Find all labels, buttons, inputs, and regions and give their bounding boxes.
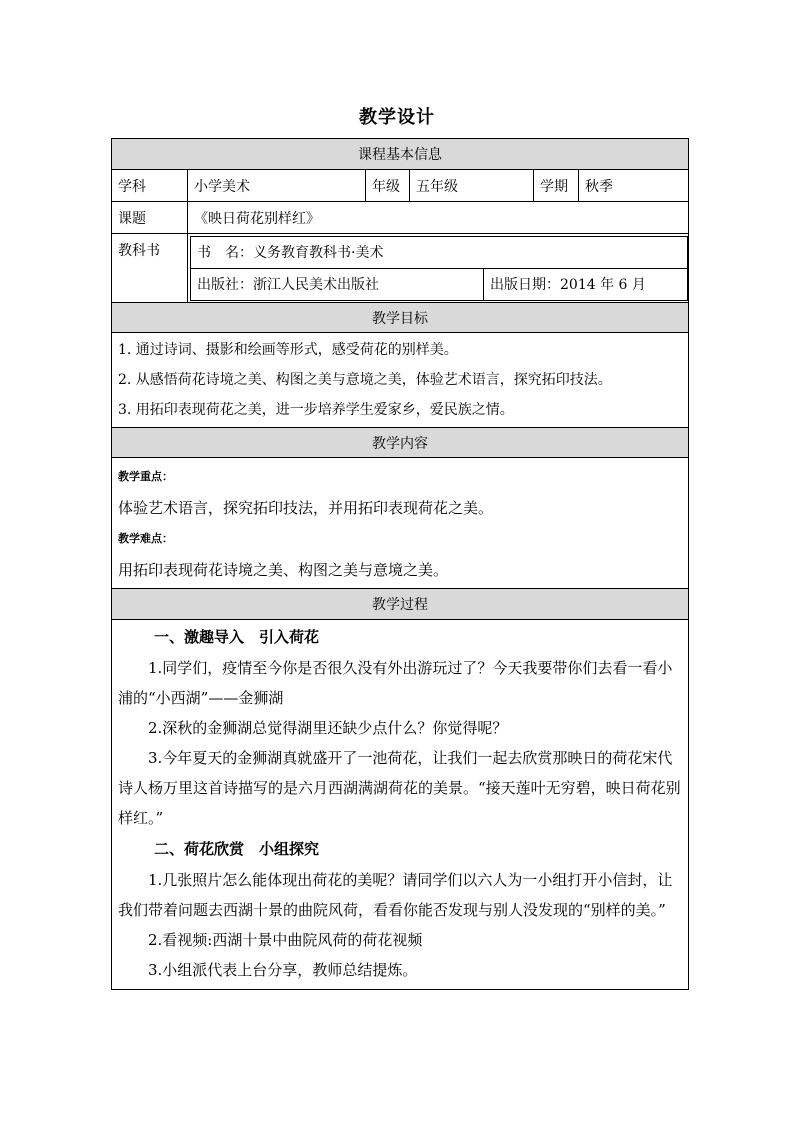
objective-item: 1. 通过诗词、摄影和绘画等形式，感受荷花的别样美。 <box>118 342 458 358</box>
process-paragraph: 1.同学们，疫情至今你是否很久没有外出游玩过了？今天我要带你们去看一看小浦的“小西湖”——金狮湖 <box>118 659 673 707</box>
term-label: 学期 <box>534 170 579 202</box>
process-paragraph: 3.今年夏天的金狮湖真就盛开了一池荷花，让我们一起去欣赏那映日的荷花宋代诗人杨万里这首诗描写的是六月西湖满湖荷花的美景。“接天莲叶无穷碧，映日荷花别样红。” <box>118 749 681 827</box>
lesson-plan-table <box>111 138 689 990</box>
process-header: 教学过程 <box>112 589 689 620</box>
objective-item: 2. 从感悟荷花诗境之美、构图之美与意境之美，体验艺术语言，探究拓印技法。 <box>118 372 612 388</box>
basic-info-header: 课程基本信息 <box>112 139 689 170</box>
page-title: 教学设计 <box>359 107 435 128</box>
difficult-point-text: 用拓印表现荷花诗境之美、构图之美与意境之美。 <box>118 561 449 579</box>
process-paragraph: 1.几张照片怎么能体现出荷花的美呢？请同学们以六人为一小组打开小信封，让我们带着问题去西湖十景的曲院风荷，看看你能否发现与别人没发现的“别样的美。” <box>118 871 673 919</box>
topic-value: 《映日荷花别样红》 <box>188 202 689 234</box>
content-header: 教学内容 <box>112 428 689 458</box>
grade-label: 年级 <box>366 170 410 202</box>
content-body <box>112 458 689 589</box>
topic-label: 课题 <box>112 202 188 234</box>
publisher: 出版社：浙江人民美术出版社 <box>191 268 484 300</box>
process-body <box>112 620 689 990</box>
process-paragraph: 2.深秋的金狮湖总觉得湖里还缺少点什么？你觉得呢？ <box>148 719 508 737</box>
objectives-list <box>112 333 689 428</box>
book-name: 书 名：义务教育教科书·美术 <box>191 236 688 268</box>
grade-value: 五年级 <box>410 170 534 202</box>
subject-label: 学科 <box>112 170 188 202</box>
key-point-label: 教学重点： <box>118 470 173 483</box>
subject-value: 小学美术 <box>188 170 366 202</box>
difficult-point-label: 教学难点： <box>118 532 173 545</box>
process-paragraph: 2.看视频:西湖十景中曲院风荷的荷花视频 <box>148 931 423 949</box>
textbook-label: 教科书 <box>112 234 188 303</box>
section-heading: 二、荷花欣赏 小组探究 <box>154 840 320 858</box>
section-heading: 一、激趣导入 引入荷花 <box>154 628 320 646</box>
key-point-text: 体验艺术语言，探究拓印技法，并用拓印表现荷花之美。 <box>118 499 494 517</box>
publish-date: 出版日期：2014 年 6 月 <box>484 268 688 300</box>
process-paragraph: 3.小组派代表上台分享，教师总结提炼。 <box>148 961 418 979</box>
textbook-info <box>188 234 689 303</box>
term-value: 秋季 <box>579 170 689 202</box>
objectives-header: 教学目标 <box>112 303 689 333</box>
objective-item: 3. 用拓印表现荷花之美，进一步培养学生爱家乡，爱民族之情。 <box>118 402 514 418</box>
